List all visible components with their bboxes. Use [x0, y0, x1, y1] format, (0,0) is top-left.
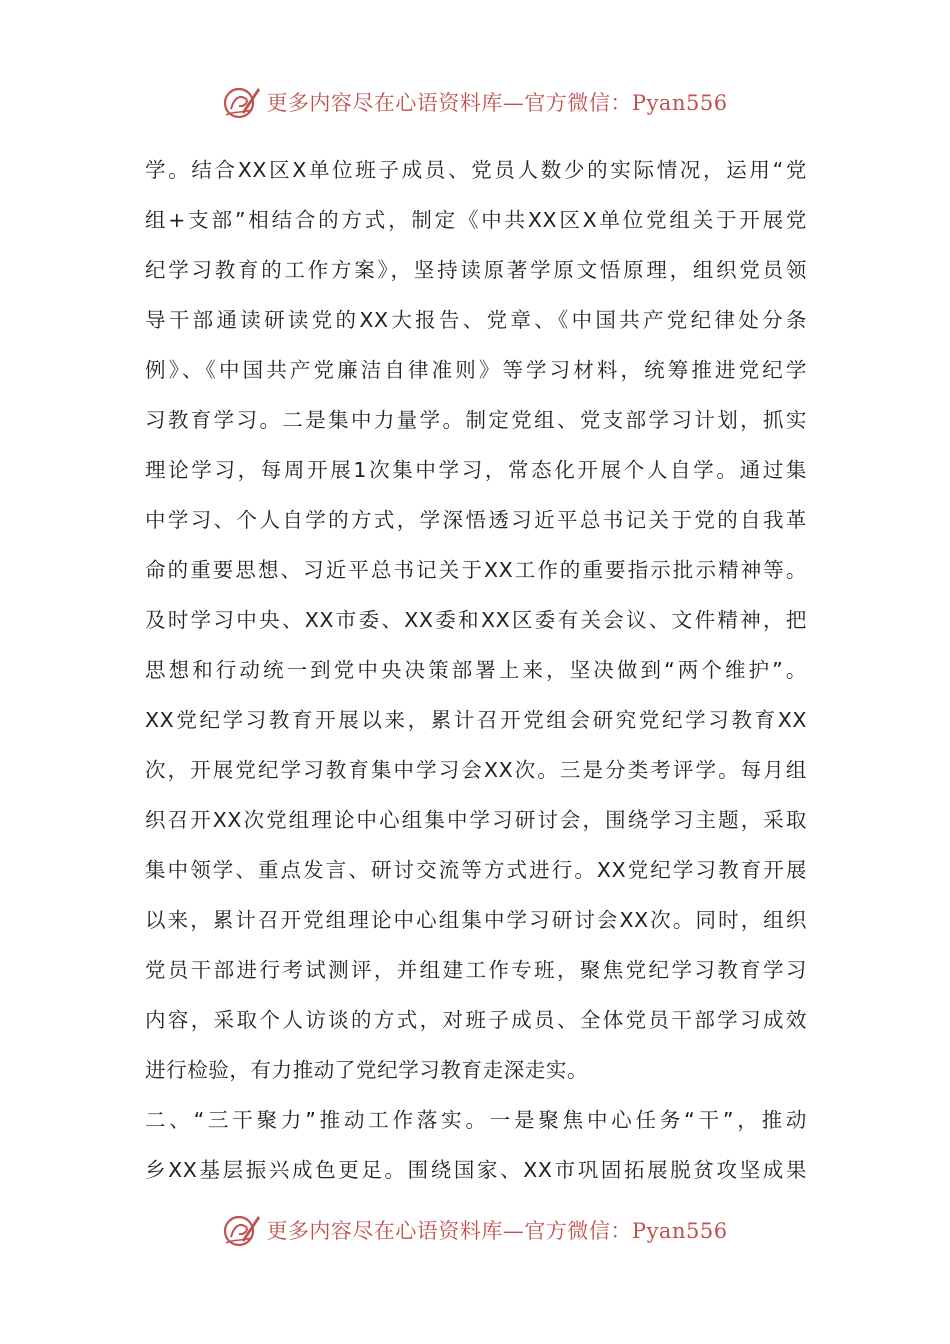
text-line: 集中领学、重点发言、研讨交流等方式进行。XX党纪学习教育开展	[145, 858, 807, 882]
footer-banner-text: 更多内容尽在心语资料库—官方微信：Pyan556	[266, 1219, 728, 1243]
text-line: 织召开XX次党组理论中心组集中学习研讨会，围绕学习主题，采取	[145, 808, 807, 832]
text-line: 以来，累计召开党组理论中心组集中学习研讨会XX次。同时，组织	[145, 908, 807, 932]
text-line: 思想和行动统一到党中央决策部署上来，坚决做到“两个维护”。	[145, 658, 807, 682]
text-line: 乡XX基层振兴成色更足。围绕国家、XX市巩固拓展脱贫攻坚成果	[145, 1158, 807, 1182]
text-line: 中学习、个人自学的方式，学深悟透习近平总书记关于党的自我革	[145, 508, 807, 532]
text-line: 纪学习教育的工作方案》，坚持读原著学原文悟原理，组织党员领	[145, 258, 807, 282]
text-line: 内容，采取个人访谈的方式，对班子成员、全体党员干部学习成效	[145, 1008, 807, 1032]
text-line: 导干部通读研读党的XX大报告、党章、《中国共产党纪律处分条	[145, 308, 807, 332]
header-banner	[0, 80, 950, 124]
text-line: 例》、《中国共产党廉洁自律准则》等学习材料，统筹推进党纪学	[145, 358, 807, 382]
text-line: 党员干部进行考试测评，并组建工作专班，聚焦党纪学习教育学习	[145, 958, 807, 982]
document-body	[145, 145, 807, 1195]
text-line: 组+支部”相结合的方式，制定《中共XX区X单位党组关于开展党	[145, 208, 807, 232]
text-line: 命的重要思想、习近平总书记关于XX工作的重要指示批示精神等。	[145, 558, 807, 582]
text-line: 学。结合XX区X单位班子成员、党员人数少的实际情况，运用“党	[145, 158, 807, 182]
signature-pen-logo-icon	[222, 1210, 262, 1250]
text-line: 理论学习，每周开展1次集中学习，常态化开展个人自学。通过集	[145, 458, 807, 482]
footer-banner	[0, 1208, 950, 1252]
text-line: 次，开展党纪学习教育集中学习会XX次。三是分类考评学。每月组	[145, 758, 807, 782]
text-line: 及时学习中央、XX市委、XX委和XX区委有关会议、文件精神，把	[145, 608, 807, 632]
section-heading-line: 二、“三干聚力”推动工作落实。一是聚焦中心任务“干”，推动	[145, 1108, 807, 1132]
text-line: 习教育学习。二是集中力量学。制定党组、党支部学习计划，抓实	[145, 408, 807, 432]
text-line: XX党纪学习教育开展以来，累计召开党组会研究党纪学习教育XX	[145, 708, 807, 732]
signature-pen-logo-icon	[222, 82, 262, 122]
header-banner-text: 更多内容尽在心语资料库—官方微信：Pyan556	[266, 91, 728, 115]
text-line: 进行检验，有力推动了党纪学习教育走深走实。	[145, 1058, 589, 1082]
